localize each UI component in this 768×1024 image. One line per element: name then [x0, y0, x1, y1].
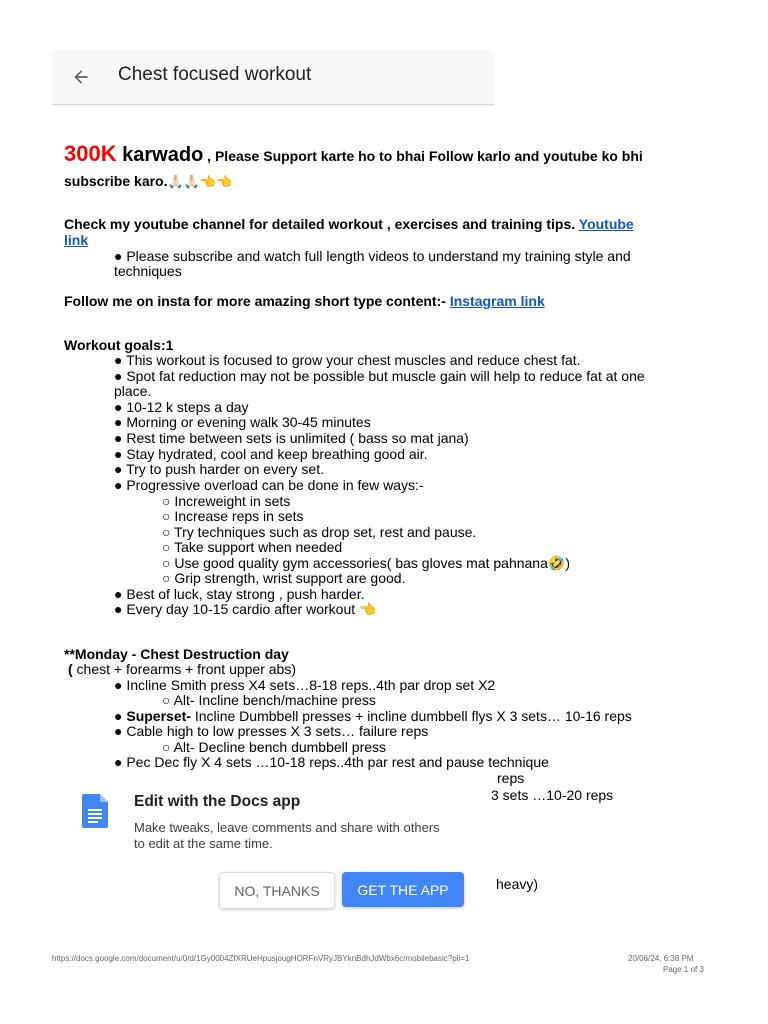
intro-highlight: 300K [64, 141, 117, 166]
list-item: ● Best of luck, stay strong , push harder. [114, 586, 365, 602]
emoji-row: 🙏🏻🙏🏻👈👈 [167, 174, 233, 189]
list-item: ● Spot fat reduction may not be possible but muscle gain will help to reduce fat at one [114, 368, 645, 384]
hidden-text: heavy) [496, 876, 539, 892]
youtube-link-2[interactable]: link [64, 232, 89, 248]
list-item: ● Stay hydrated, cool and keep breathing good air. [114, 446, 428, 462]
sub-list-item: ○ Grip strength, wrist support are good. [162, 570, 406, 586]
superset-label: Superset- [126, 708, 191, 724]
sub-list-item: ○ Take support when needed [162, 539, 343, 555]
list-item: ● Rest time between sets is unlimited ( bass so mat jana) [114, 430, 469, 446]
arrow-back-icon [71, 67, 91, 87]
get-the-app-button[interactable]: GET THE APP [342, 872, 464, 907]
insta-text: Follow me on insta for more amazing short type content:- [64, 293, 450, 309]
page-url: https://docs.google.com/document/u/0/d/1Gy0004ZfXRUeHpusjougHORFnVRyJBYknBdhJdWbx6c/mobilebasic?pli=1 [52, 954, 470, 963]
list-item: ● Cable high to low presses X 3 sets… failure reps [114, 723, 429, 739]
sub-list-item: ○ Use good quality gym accessories( bas gloves mat pahnana🤣) [162, 555, 570, 571]
youtube-link[interactable]: Youtube [578, 216, 634, 232]
youtube-text: Check my youtube channel for detailed workout , exercises and training tips. [64, 216, 579, 232]
intro-text-2: subscribe karo. [64, 173, 168, 189]
goals-title: Workout goals:1 [64, 337, 174, 353]
list-item: ● Progressive overload can be done in few ways:- [114, 477, 424, 493]
sub-list-item: ○ Try techniques such as drop set, rest and pause. [162, 524, 477, 540]
superset-item: ● Superset- Incline Dumbbell presses + incline dumbbell flys X 3 sets… 10-16 reps [114, 708, 632, 724]
intro-line-2 [64, 174, 232, 190]
insta-paragraph [64, 294, 545, 310]
list-item: ● Every day 10-15 cardio after workout 👈 [114, 601, 377, 617]
document-title: Chest focused workout [118, 64, 312, 85]
heading-prefix: ** [64, 646, 75, 662]
hidden-text: 3 sets …10-20 reps [491, 787, 614, 803]
sub-list-item: ○ Increweight in sets [162, 493, 291, 509]
monday-sub-text: chest + forearms + front upper abs) [72, 661, 297, 677]
hidden-text: reps [497, 770, 525, 786]
list-item-cont: techniques [114, 263, 182, 279]
list-item: ● Pec Dec fly X 4 sets …10-18 reps..4th par rest and pause technique [114, 754, 549, 770]
youtube-paragraph [64, 217, 634, 233]
list-item: ● Please subscribe and watch full length videos to understand my training style and [114, 248, 631, 264]
no-thanks-button[interactable]: NO, THANKS [219, 872, 335, 909]
superset-text: Incline Dumbbell presses + incline dumbbell flys X 3 sets… 10-16 reps [190, 708, 632, 724]
monday-title: Monday - Chest Destruction day [74, 646, 289, 662]
promo-title: Edit with the Docs app [134, 793, 301, 810]
sub-list-item: ○ Alt- Decline bench dumbbell press [162, 739, 387, 755]
list-item: ● Morning or evening walk 30-45 minutes [114, 414, 371, 430]
list-item-cont: place. [114, 383, 152, 399]
intro-heading: karwado [116, 144, 204, 166]
youtube-link-cont [64, 233, 88, 249]
page-number: Page 1 of 3 [663, 965, 704, 974]
back-button[interactable] [66, 62, 96, 92]
google-docs-icon [82, 794, 108, 828]
intro-line [64, 141, 643, 166]
print-timestamp: 20/06/24, 6:38 PM [628, 954, 694, 963]
instagram-link[interactable]: Instagram link [449, 293, 545, 309]
intro-text: , Please Support karte ho to bhai Follow karlo and youtube ko bhi [203, 148, 643, 164]
list-item: ● 10-12 k steps a day [114, 399, 249, 415]
paren: ( [68, 661, 73, 677]
list-item: ● Try to push harder on every set. [114, 461, 324, 477]
app-bar [52, 50, 494, 105]
list-item: ● Incline Smith press X4 sets…8-18 reps..4th par drop set X2 [114, 677, 496, 693]
sub-list-item: ○ Increase reps in sets [162, 508, 304, 524]
list-item: ● This workout is focused to grow your chest muscles and reduce chest fat. [114, 352, 581, 368]
sub-list-item: ○ Alt- Incline bench/machine press [162, 692, 376, 708]
promo-description: Make tweaks, leave comments and share with others to edit at the same time. [134, 820, 440, 851]
monday-subtitle [68, 662, 296, 678]
